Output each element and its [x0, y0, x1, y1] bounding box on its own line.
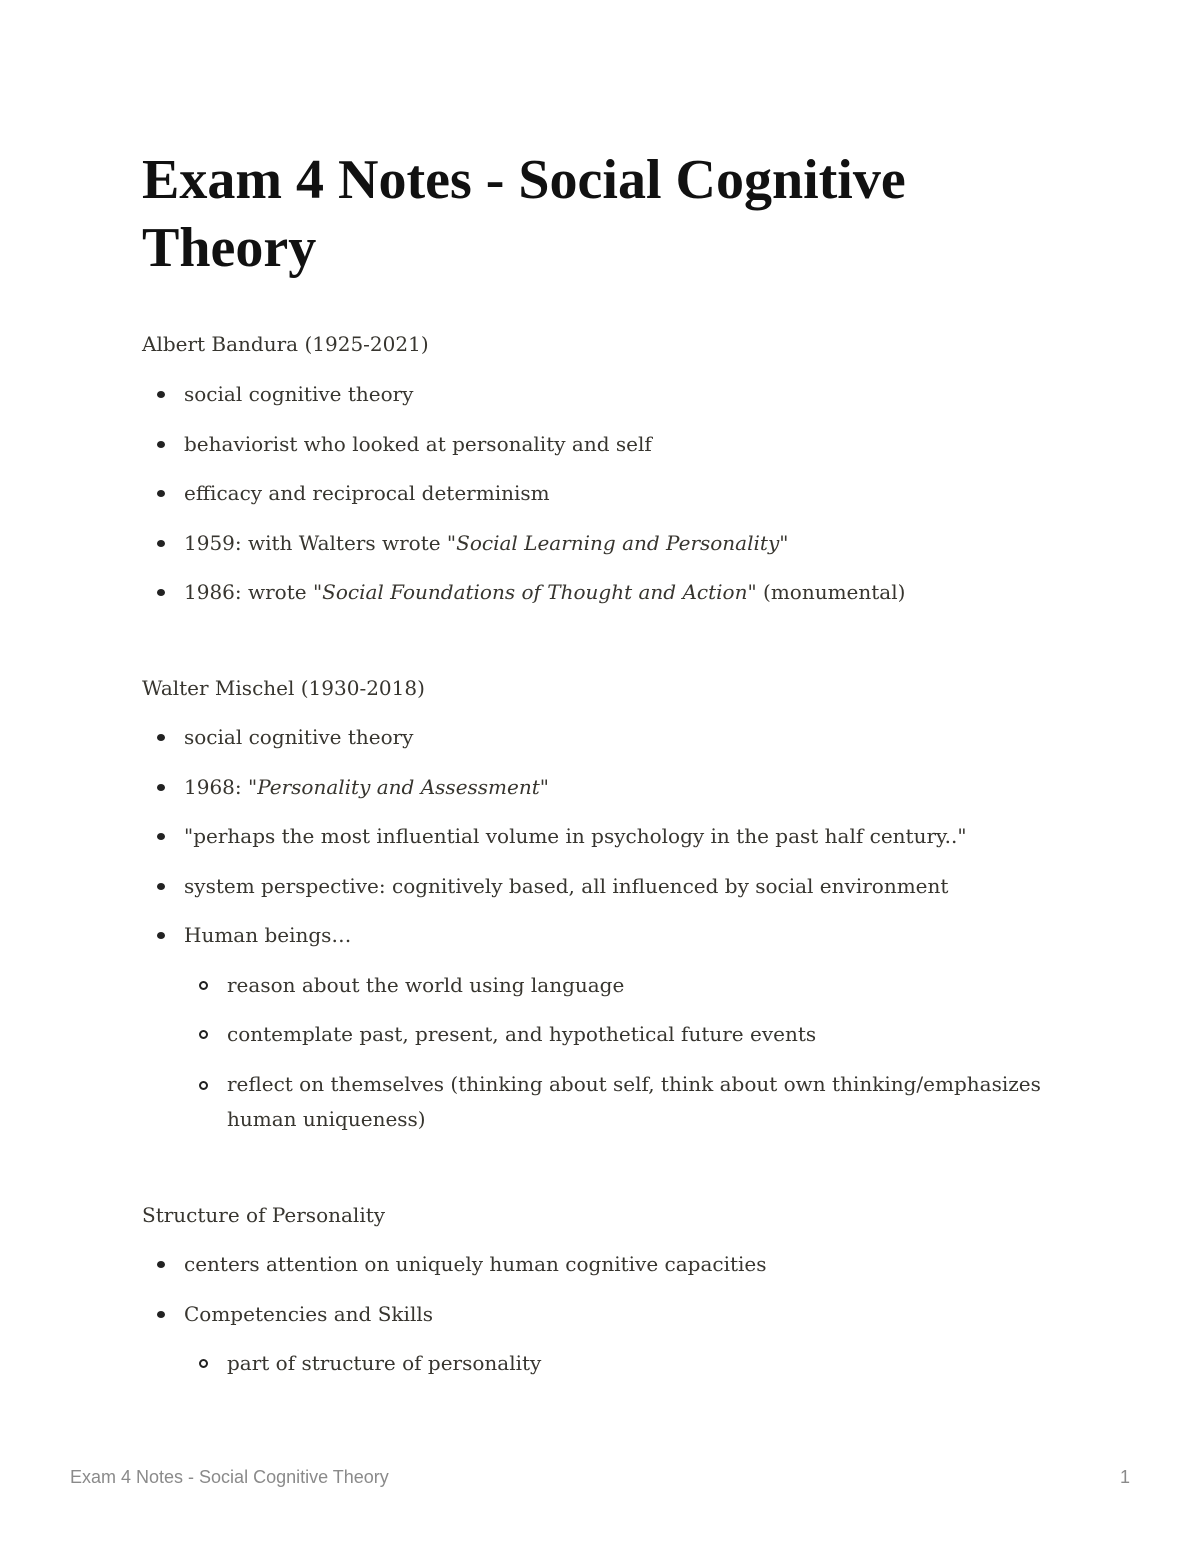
list-item	[142, 479, 905, 507]
list-item-prefix: 1959: with Walters wrote "	[184, 530, 457, 555]
list-item-suffix: " (monumental)	[747, 580, 906, 604]
bullet-disc-icon	[157, 1311, 165, 1318]
list-item	[142, 872, 1107, 900]
page-title: Exam 4 Notes - Social Cognitive Theory	[142, 149, 906, 279]
sub-list-item-text: reflect on themselves (thinking about self, think about own thinking/emphasizes human uniqueness)	[227, 1071, 1041, 1131]
list-item-text: centers attention on uniquely human cognitive capacities	[184, 1252, 767, 1276]
list-item-text: efficacy and reciprocal determinism	[184, 481, 550, 505]
list-item	[142, 773, 1107, 801]
sub-list-item-text: part of structure of personality	[227, 1351, 542, 1375]
sub-list-item	[142, 1020, 1107, 1048]
list-item-prefix: 1986: wrote "	[184, 580, 323, 604]
list-item-text: Human beings…	[184, 923, 352, 947]
list-item-text: behaviorist who looked at personality and self	[184, 431, 652, 456]
bullet-circle-icon	[199, 981, 208, 990]
bullet-disc-icon	[157, 883, 165, 890]
list-item	[142, 822, 1107, 850]
list-item	[142, 380, 905, 408]
mischel-list	[142, 723, 1107, 1158]
list-item	[142, 529, 905, 557]
bullet-disc-icon	[157, 1261, 165, 1268]
sub-list-item-text: reason about the world using language	[227, 972, 625, 997]
book-title: Social Foundations of Thought and Action	[322, 580, 748, 604]
list-item	[142, 921, 1107, 949]
list-item-text: system perspective: cognitively based, all influenced by social environment	[184, 873, 949, 898]
section-heading-structure: Structure of Personality	[142, 1203, 386, 1227]
list-item-text: social cognitive theory	[184, 725, 414, 749]
bullet-disc-icon	[157, 540, 165, 547]
list-item-text: "perhaps the most influential volume in psychology in the past half century.."	[184, 824, 967, 848]
bullet-disc-icon	[157, 833, 165, 840]
list-item-text: social cognitive theory	[184, 382, 414, 406]
list-item	[142, 430, 905, 458]
sub-list-item	[142, 971, 1107, 999]
structure-list	[142, 1250, 767, 1399]
list-item	[142, 1300, 767, 1328]
sub-list-item	[142, 1349, 767, 1377]
bullet-disc-icon	[157, 589, 165, 596]
footer-title: Exam 4 Notes - Social Cognitive Theory	[70, 1467, 389, 1487]
bullet-disc-icon	[157, 441, 165, 448]
bandura-list	[142, 380, 905, 628]
bullet-disc-icon	[157, 932, 165, 939]
bullet-circle-icon	[199, 1359, 208, 1368]
list-item	[142, 578, 905, 606]
section-heading-bandura: Albert Bandura (1925-2021)	[142, 332, 429, 356]
list-item-prefix: 1968: "	[184, 774, 258, 799]
list-item-text: Competencies and Skills	[184, 1301, 433, 1326]
sub-list-item	[142, 1067, 1107, 1137]
page-number: 1	[1119, 1467, 1130, 1487]
sub-list-item-text: contemplate past, present, and hypothetical future events	[227, 1022, 817, 1046]
list-item	[142, 723, 1107, 751]
list-item	[142, 1250, 767, 1278]
list-item-suffix: "	[539, 774, 549, 799]
bullet-circle-icon	[199, 1081, 208, 1090]
bullet-disc-icon	[157, 490, 165, 497]
book-title: Personality and Assessment	[257, 774, 540, 799]
bullet-disc-icon	[157, 391, 165, 398]
book-title: Social Learning and Personality	[456, 530, 780, 555]
bullet-circle-icon	[199, 1030, 208, 1039]
list-item-suffix: "	[779, 530, 789, 555]
section-heading-mischel: Walter Mischel (1930-2018)	[142, 676, 425, 700]
bullet-disc-icon	[157, 734, 165, 741]
bullet-disc-icon	[157, 784, 165, 791]
